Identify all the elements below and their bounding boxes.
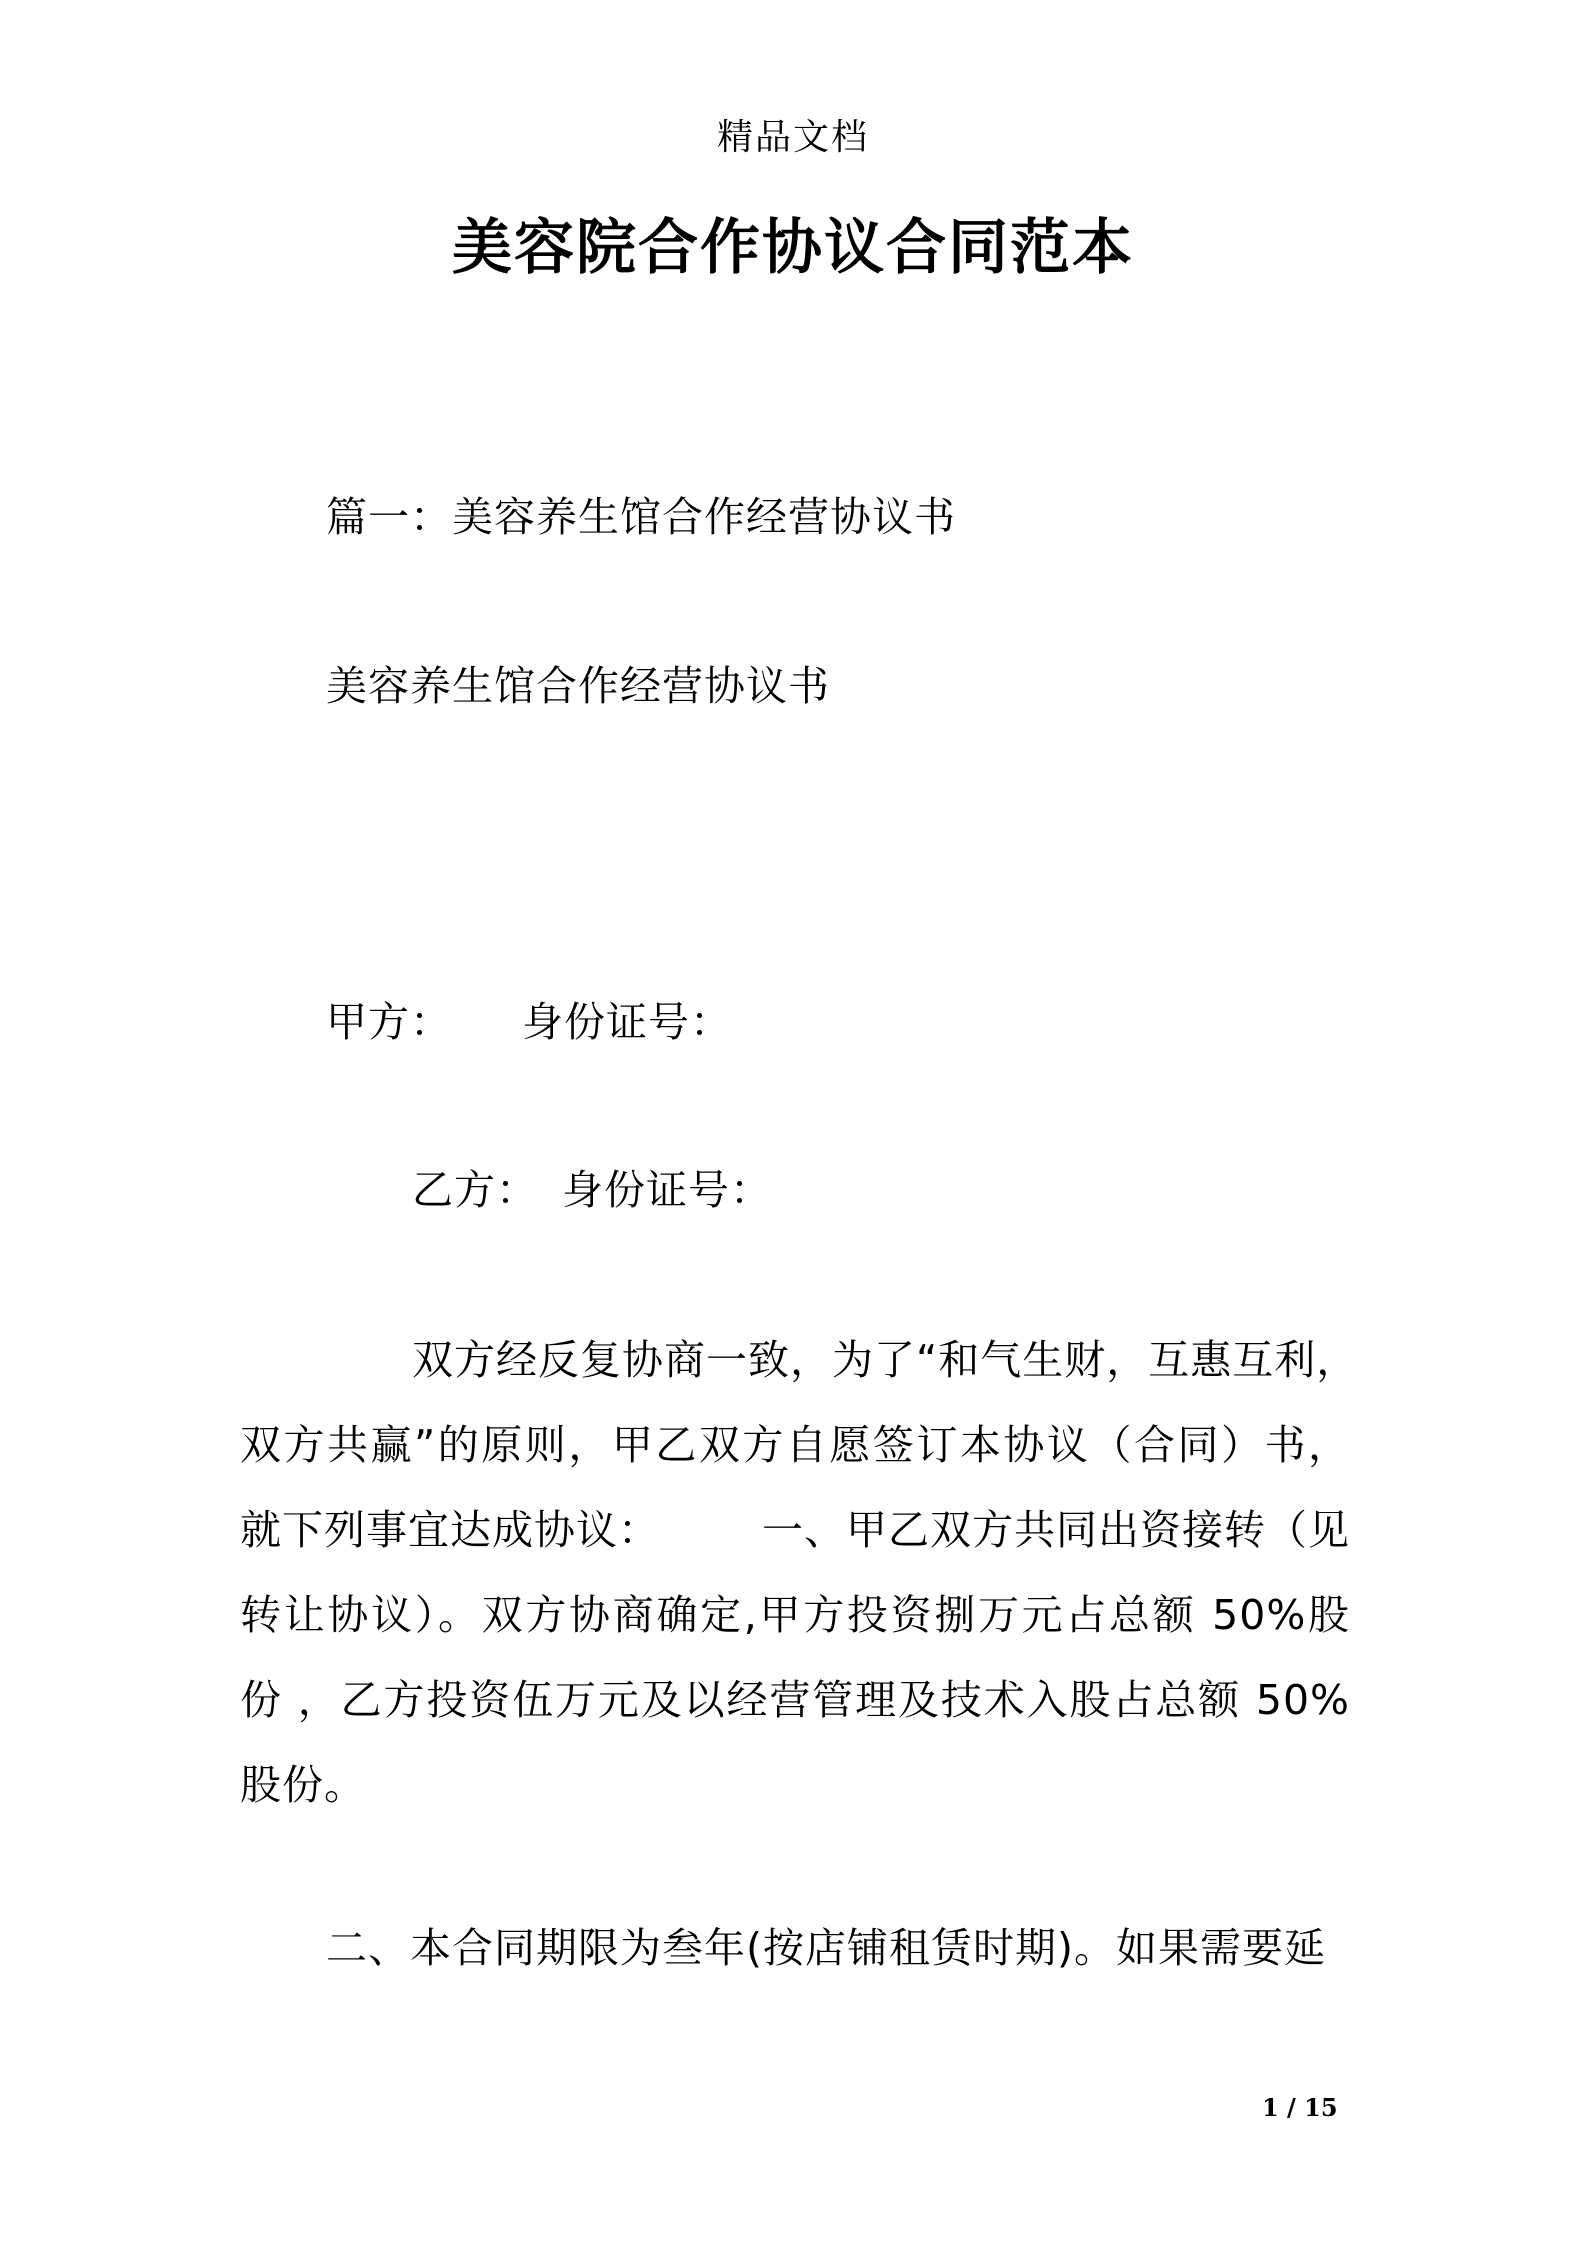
party-a-id-label: 身份证号： xyxy=(522,998,732,1046)
clause-one-start: 一、甲乙双方共同出资接转（见 xyxy=(762,1506,1350,1554)
party-b-id-label: 身份证号： xyxy=(562,1166,772,1214)
party-b-label: 乙方： xyxy=(412,1166,538,1214)
party-a-label: 甲方： xyxy=(326,998,452,1046)
paragraph-line: 双方共赢”的原则，甲乙双方自愿签订本协议（合同）书， xyxy=(240,1421,1350,1469)
paragraph-line-combined xyxy=(240,1488,1350,1573)
paragraph-line: 股份。 xyxy=(240,1761,366,1809)
document-title: 美容院合作协议合同范本 xyxy=(452,213,1134,283)
paragraph-line: 就下列事宜达成协议： xyxy=(240,1506,660,1554)
subtitle: 美容养生馆合作经营协议书 xyxy=(326,662,830,710)
clause-two: 二、本合同期限为叁年(按店铺租赁时期)。如果需要延 xyxy=(326,1924,1326,1972)
page-header: 精品文档 xyxy=(716,117,869,158)
paragraph-line: 双方经反复协商一致，为了“和气生财，互惠互利， xyxy=(412,1336,1359,1384)
party-a-line xyxy=(326,992,732,1052)
section-heading: 篇一：美容养生馆合作经营协议书 xyxy=(326,493,956,541)
party-b-line xyxy=(412,1160,772,1220)
agreement-paragraph xyxy=(240,1318,1359,1828)
paragraph-line: 份 ，乙方投资伍万元及以经营管理及技术入股占总额 50% xyxy=(240,1676,1350,1724)
paragraph-line: 转让协议）。双方协商确定,甲方投资捌万元占总额 50%股 xyxy=(240,1591,1350,1639)
page-number: 1 / 15 xyxy=(1262,2093,1338,2122)
